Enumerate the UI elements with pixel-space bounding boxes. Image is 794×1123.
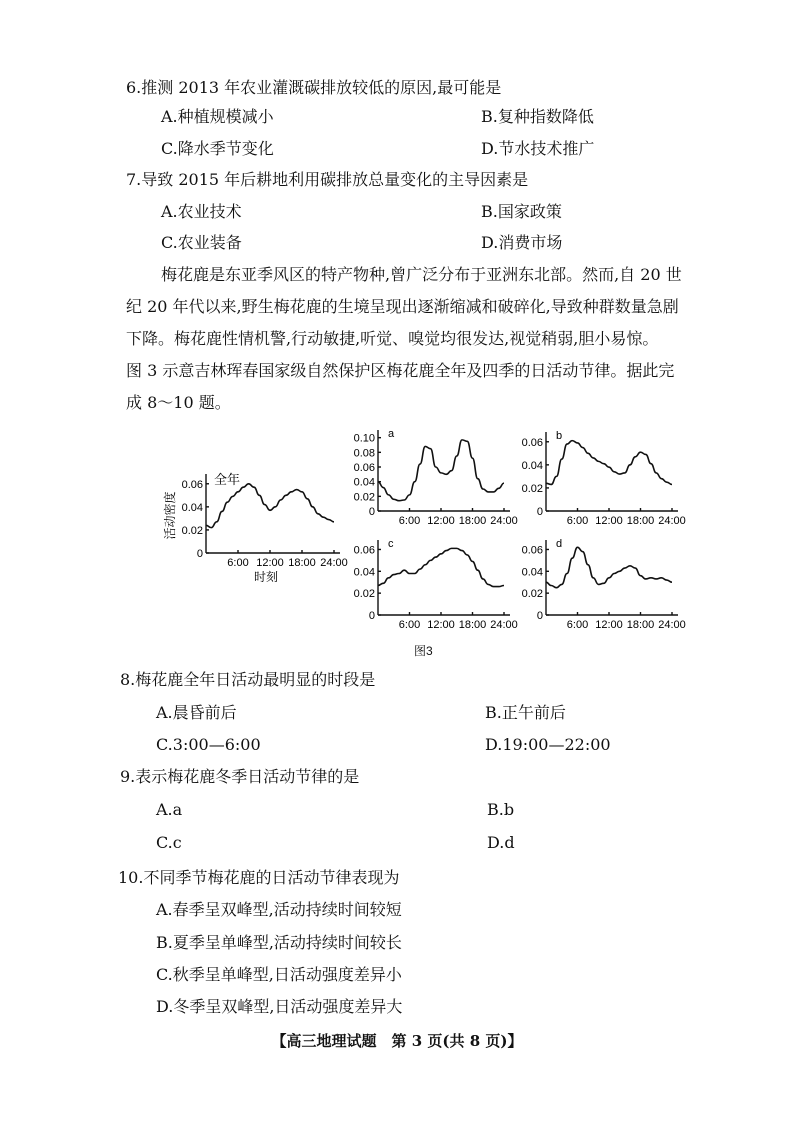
panel-c-x-tick-label: 24:00 (490, 619, 518, 631)
panel-annual-label: 全年 (214, 472, 241, 487)
panel-d-x-tick-label: 18:00 (626, 619, 655, 631)
panel-c-x-tick-label: 6:00 (398, 619, 421, 631)
panel-c-y-tick-label: 0 (368, 610, 375, 622)
panel-a-y-tick-label: 0.02 (353, 491, 375, 504)
panel-b-label: b (556, 430, 563, 442)
panel-a-y-tick-label: 0.04 (353, 476, 375, 489)
panel-c-y-tick-label: 0.06 (353, 544, 375, 557)
panel-annual-y-tick-label: 0.04 (181, 501, 203, 514)
panel-c-label: c (388, 538, 394, 550)
figure-3-charts (0, 425, 794, 658)
panel-a-y-tick-label: 0.06 (353, 462, 375, 474)
question-7-option-d[interactable]: D.消费市场 (481, 233, 563, 252)
panel-c-y-tick-label: 0.04 (353, 566, 375, 579)
passage-line-4: 图 3 示意吉林珲春国家级自然保护区梅花鹿全年及四季的日活动节律。据此完 (126, 361, 675, 380)
question-9-stem: 9.表示梅花鹿冬季日活动节律的是 (120, 767, 360, 786)
panel-annual-y-tick-label: 0 (196, 548, 203, 560)
question-9-option-b[interactable]: B.b (487, 800, 515, 819)
panel-annual-x-tick-label: 24:00 (320, 557, 348, 569)
question-10-option-b[interactable]: B.夏季呈单峰型,活动持续时间较长 (156, 933, 402, 952)
panel-b-y-tick-label: 0.06 (521, 436, 543, 449)
question-6-option-c[interactable]: C.降水季节变化 (161, 139, 274, 158)
question-8-option-b[interactable]: B.正午前后 (485, 703, 566, 722)
panel-b-y-tick-label: 0.02 (521, 482, 543, 495)
panel-b-y-tick-label: 0.04 (521, 459, 543, 472)
panel-a-label: a (388, 428, 395, 440)
panel-d-x-tick-label: 12:00 (595, 619, 623, 631)
panel-b-x-tick-label: 6:00 (566, 515, 589, 527)
question-10-option-d[interactable]: D.冬季呈双峰型,日活动强度差异大 (156, 997, 403, 1016)
question-10-stem: 10.不同季节梅花鹿的日活动节律表现为 (118, 868, 400, 887)
question-6-option-d[interactable]: D.节水技术推广 (481, 139, 595, 158)
question-6-option-b[interactable]: B.复种指数降低 (481, 107, 594, 126)
panel-b-x-tick-label: 12:00 (595, 515, 623, 527)
panel-annual-x-tick-label: 12:00 (256, 557, 284, 569)
question-7-option-a[interactable]: A.农业技术 (161, 202, 242, 221)
panel-d-label: d (556, 538, 563, 550)
panel-a-y-tick-label: 0 (368, 506, 375, 518)
panel-b-y-tick-label: 0 (536, 506, 543, 518)
panel-c-x-tick-label: 12:00 (427, 619, 455, 631)
passage-line-3: 下降。梅花鹿性情机警,行动敏捷,听觉、嗅觉均很发达,视觉稍弱,胆小易惊。 (126, 329, 659, 348)
question-9-option-a[interactable]: A.a (156, 800, 183, 819)
panel-d-y-tick-label: 0.06 (521, 544, 543, 557)
panel-annual-x-tick-label: 6:00 (227, 557, 249, 569)
question-8-stem: 8.梅花鹿全年日活动最明显的时段是 (120, 670, 376, 689)
question-8-option-c[interactable]: C.3:00—6:00 (156, 735, 261, 754)
question-7-stem: 7.导致 2015 年后耕地利用碳排放总量变化的主导因素是 (126, 170, 529, 189)
page-footer: 【高三地理试题 第 3 页(共 8 页)】 (271, 1032, 523, 1050)
question-8-option-d[interactable]: D.19:00—22:00 (485, 735, 611, 754)
question-10-option-a[interactable]: A.春季呈双峰型,活动持续时间较短 (156, 900, 402, 919)
passage-line-5: 成 8～10 题。 (126, 393, 231, 412)
panel-a-y-tick-label: 0.08 (353, 447, 375, 460)
question-7-option-b[interactable]: B.国家政策 (481, 202, 562, 221)
panel-c-y-tick-label: 0.02 (353, 588, 375, 601)
panel-c-x-tick-label: 18:00 (458, 619, 487, 631)
panel-b-x-tick-label: 24:00 (658, 515, 686, 527)
question-8-option-a[interactable]: A.晨昏前后 (156, 703, 237, 722)
panel-d-curve (546, 547, 672, 587)
panel-d-x-tick-label: 24:00 (658, 619, 686, 631)
question-6-option-a[interactable]: A.种植规模减小 (161, 107, 274, 126)
panel-d-y-tick-label: 0.02 (521, 588, 543, 601)
panel-a-curve (378, 440, 504, 501)
passage-line-1: 梅花鹿是东亚季风区的特产物种,曾广泛分布于亚洲东北部。然而,自 20 世 (161, 265, 682, 284)
passage-line-2: 纪 20 年代以来,野生梅花鹿的生境呈现出逐渐缩减和破碎化,导致种群数量急剧 (126, 297, 679, 316)
question-9-option-c[interactable]: C.c (156, 833, 182, 852)
panel-c-curve (378, 548, 504, 586)
question-9-option-d[interactable]: D.d (487, 833, 515, 852)
panel-annual-x-tick-label: 18:00 (288, 557, 316, 569)
panel-a-x-tick-label: 24:00 (490, 515, 518, 527)
question-10-option-c[interactable]: C.秋季呈单峰型,日活动强度差异小 (156, 965, 402, 984)
panel-annual-y-label: 活动密度 (163, 491, 177, 540)
panel-b-x-tick-label: 18:00 (626, 515, 655, 527)
panel-a-x-tick-label: 18:00 (458, 515, 487, 527)
panel-a-x-tick-label: 12:00 (427, 515, 455, 527)
panel-b-curve (546, 441, 672, 485)
panel-annual-curve (206, 484, 334, 528)
panel-a-y-tick-label: 0.10 (353, 432, 375, 445)
figure-caption: 图3 (414, 644, 433, 658)
panel-annual-x-label: 时刻 (253, 570, 279, 584)
question-7-option-c[interactable]: C.农业装备 (161, 233, 242, 252)
panel-annual-y-tick-label: 0.06 (181, 478, 203, 491)
panel-annual-y-tick-label: 0.02 (181, 524, 203, 537)
panel-d-y-tick-label: 0 (536, 610, 543, 622)
panel-a-x-tick-label: 6:00 (398, 515, 421, 527)
panel-d-y-tick-label: 0.04 (521, 566, 543, 579)
question-6-stem: 6.推测 2013 年农业灌溉碳排放较低的原因,最可能是 (126, 78, 502, 97)
panel-d-x-tick-label: 6:00 (566, 619, 589, 631)
